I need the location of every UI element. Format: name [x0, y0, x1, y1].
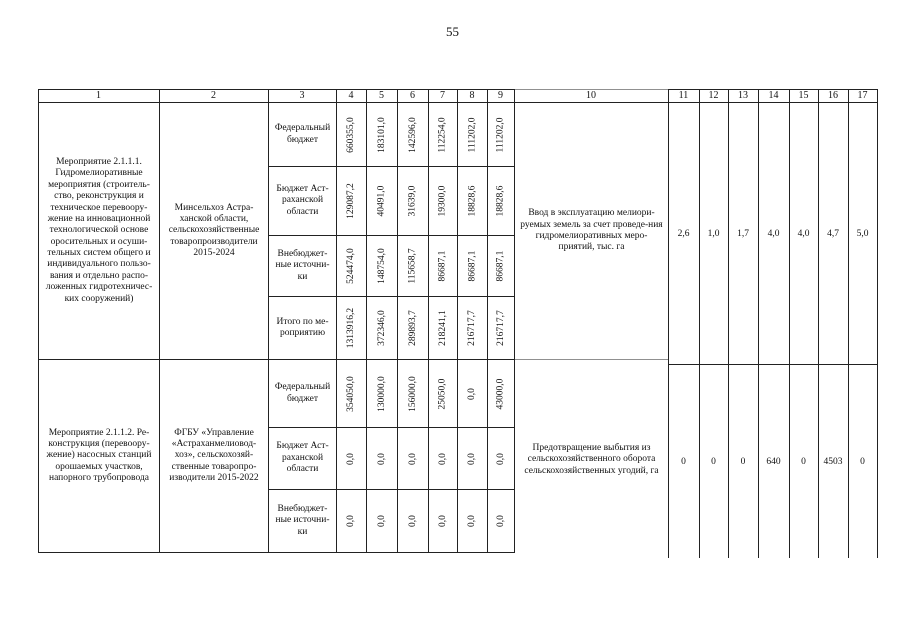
- col-header-6: 6: [410, 90, 415, 101]
- indicator-value: 5,0: [856, 228, 869, 239]
- value-cell: 19300,0: [437, 185, 448, 217]
- value-cell: 111202,0: [467, 117, 478, 152]
- value-cell: 111202,0: [495, 117, 506, 152]
- indicator-value: 4503: [823, 456, 843, 467]
- value-cell: 216717,7: [467, 310, 477, 346]
- col-header-17: 17: [857, 90, 868, 101]
- value-cell: 183101,0: [376, 116, 387, 153]
- value-cell: 0,0: [495, 515, 506, 527]
- value-cell: 130000,0: [376, 375, 387, 412]
- col-header-7: 7: [440, 90, 445, 101]
- col-header-16: 16: [828, 90, 838, 101]
- col-header-2: 2: [211, 90, 216, 101]
- value-cell: 0,0: [437, 452, 448, 465]
- value-cell: 0,0: [437, 515, 448, 527]
- value-cell: 0,0: [407, 452, 418, 465]
- value-cell: 354050,0: [346, 375, 356, 412]
- value-cell: 43000,0: [495, 378, 506, 409]
- col-header-15: 15: [798, 90, 809, 101]
- source-cell: Федеральный бюджет: [274, 123, 331, 145]
- executor-cell: ФГБУ «Управление «Астраханмелиовод-хоз», сельскохозяй-ственные товаропро-изводители 2015-2022: [169, 427, 259, 484]
- source-cell: Итого по ме-роприятию: [276, 316, 329, 338]
- indicator-value: 1,0: [707, 228, 720, 239]
- value-cell: 115658,7: [407, 248, 418, 284]
- value-cell: 216717,7: [495, 310, 506, 346]
- source-cell: Бюджет Аст-раханской области: [276, 183, 329, 217]
- source-cell: Бюджет Аст-раханской области: [276, 441, 329, 475]
- value-cell: 156000,0: [407, 375, 418, 412]
- col-header-13: 13: [738, 90, 748, 101]
- value-cell: 129087,2: [346, 183, 356, 219]
- indicator-value: 0: [801, 456, 806, 467]
- col-header-3: 3: [299, 90, 305, 101]
- col-header-5: 5: [379, 90, 384, 101]
- value-cell: 218241,1: [437, 310, 448, 346]
- value-cell: 0,0: [376, 515, 387, 527]
- value-cell: 660355,0: [346, 116, 356, 153]
- value-cell: 112254,0: [437, 116, 448, 153]
- value-cell: 524474,0: [346, 248, 356, 284]
- value-cell: 0,0: [467, 387, 477, 400]
- value-cell: 25050,0: [437, 378, 448, 409]
- executor-cell: Минсельхоз Астра-ханской области, сельскохозяйственные товаропроизводители 2015-2024: [168, 202, 260, 259]
- value-cell: 142596,0: [407, 116, 418, 153]
- indicator-cell: Ввод в эксплуатацию мелиори-руемых земель за счет проведе-ния гидромелиоративных меро-приятий, тыс. га: [520, 208, 663, 253]
- value-cell: 0,0: [376, 452, 387, 465]
- value-cell: 0,0: [346, 515, 356, 527]
- col-header-14: 14: [768, 90, 779, 101]
- source-cell: Внебюджет-ные источни-ки: [275, 248, 330, 282]
- page-number: 55: [446, 24, 459, 39]
- value-cell: 0,0: [407, 515, 418, 527]
- value-cell: 0,0: [346, 452, 356, 465]
- indicator-value: 4,0: [797, 228, 810, 239]
- indicator-value: 1,7: [737, 228, 749, 239]
- value-cell: 0,0: [495, 452, 506, 465]
- col-header-9: 9: [498, 90, 503, 101]
- col-header-12: 12: [708, 90, 719, 101]
- value-cell: 40491,0: [376, 185, 387, 217]
- value-cell: 86687,1: [495, 250, 506, 282]
- value-cell: 86687,1: [437, 250, 448, 282]
- col-header-4: 4: [348, 90, 354, 101]
- value-cell: 18828,6: [467, 185, 477, 217]
- value-cell: 372346,0: [376, 310, 387, 346]
- col-header-8: 8: [469, 90, 475, 101]
- value-cell: 1313916,2: [346, 307, 356, 349]
- value-cell: 0,0: [467, 452, 477, 465]
- col-header-10: 10: [586, 90, 596, 101]
- value-cell: 86687,1: [467, 250, 477, 282]
- indicator-value: 0: [681, 456, 686, 467]
- indicator-value: 4,0: [767, 228, 780, 239]
- source-cell: Внебюджет-ные источни-ки: [275, 503, 330, 537]
- col-header-11: 11: [678, 90, 689, 101]
- indicator-cell: Предотвращение выбытия из сельскохозяйственного оборота сельскохозяйственных угодий, га: [524, 442, 659, 476]
- indicator-value: 640: [766, 456, 781, 467]
- value-cell: 148754,0: [376, 248, 387, 284]
- value-cell: 31639,0: [407, 185, 418, 217]
- col-header-1: 1: [96, 90, 101, 101]
- activity-cell: Мероприятие 2.1.1.1. Гидромелиоративные мероприятия (строитель-ство, реконструкция и техническое перевоору-жение на инновационной технологической основе оросительных и осуши-тельных систем общего и индивидуального пользо-вания и отдельно распо-ложенных гидротехничес-ких сооружений): [45, 156, 153, 304]
- value-cell: 0,0: [467, 515, 477, 527]
- indicator-value: 4,7: [827, 228, 839, 239]
- source-cell: Федеральный бюджет: [274, 382, 331, 404]
- activity-cell: Мероприятие 2.1.1.2. Ре-конструкция (перевоору-жение) насосных станций орошаемых участков, напорного трубопровода: [46, 427, 152, 484]
- value-cell: 18828,6: [495, 185, 506, 217]
- indicator-value: 0: [860, 456, 865, 467]
- indicator-value: 0: [711, 456, 716, 467]
- indicator-value: 2,6: [677, 228, 690, 239]
- indicator-value: 0: [740, 456, 746, 467]
- value-cell: 289893,7: [407, 310, 418, 346]
